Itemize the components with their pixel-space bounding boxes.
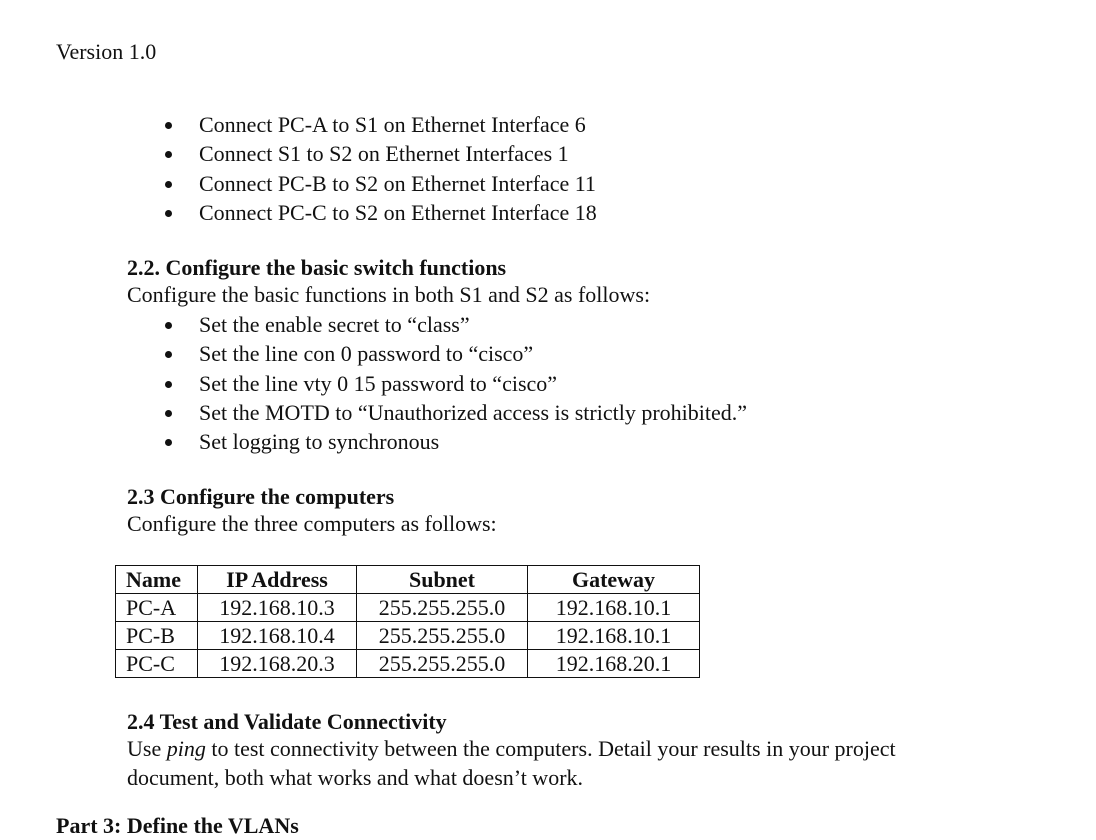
- table-cell: 255.255.255.0: [357, 650, 528, 678]
- paragraph-text: Use: [127, 736, 167, 761]
- table-header-cell: Subnet: [357, 566, 528, 594]
- list-item: Set the line vty 0 15 password to “cisco”: [160, 369, 747, 398]
- table-cell: 255.255.255.0: [357, 622, 528, 650]
- ping-command: ping: [166, 736, 206, 761]
- table-row: [116, 622, 700, 650]
- section-paragraph-2-4: [127, 735, 896, 792]
- list-item: Connect PC-A to S1 on Ethernet Interface 6: [160, 110, 597, 139]
- list-item: Set the line con 0 password to “cisco”: [160, 339, 747, 368]
- section-heading-2-4: 2.4 Test and Validate Connectivity: [127, 709, 447, 734]
- table-cell: PC-B: [116, 622, 198, 650]
- table-row: [116, 650, 700, 678]
- table-cell: 192.168.20.3: [198, 650, 357, 678]
- table-cell: PC-C: [116, 650, 198, 678]
- switch-config-list: [160, 310, 747, 456]
- table-cell: PC-A: [116, 594, 198, 622]
- list-item: Connect S1 to S2 on Ethernet Interfaces 1: [160, 139, 597, 168]
- computer-config-table: [115, 565, 700, 678]
- list-item: Connect PC-B to S2 on Ethernet Interface 11: [160, 169, 597, 198]
- table-cell: 192.168.10.1: [528, 622, 700, 650]
- table-cell: 255.255.255.0: [357, 594, 528, 622]
- version-label: Version 1.0: [56, 39, 157, 64]
- section-heading-2-2: 2.2. Configure the basic switch functions: [127, 255, 507, 280]
- table-cell: 192.168.10.1: [528, 594, 700, 622]
- paragraph-text: to test connectivity between the computers. Detail your results in your project: [205, 736, 896, 761]
- table-cell: 192.168.10.4: [198, 622, 357, 650]
- table-header-row: [116, 566, 700, 594]
- part-heading: Part 3: Define the VLANs: [56, 813, 299, 838]
- table-cell: 192.168.10.3: [198, 594, 357, 622]
- list-item: Connect PC-C to S2 on Ethernet Interface 18: [160, 198, 597, 227]
- connect-list: [160, 110, 597, 227]
- table-cell: 192.168.20.1: [528, 650, 700, 678]
- paragraph-text: document, both what works and what doesn’t work.: [127, 764, 584, 790]
- list-item: Set the enable secret to “class”: [160, 310, 747, 339]
- section-intro-2-3: Configure the three computers as follows:: [127, 511, 497, 536]
- list-item: Set the MOTD to “Unauthorized access is strictly prohibited.”: [160, 398, 747, 427]
- table-row: [116, 594, 700, 622]
- list-item: Set logging to synchronous: [160, 427, 747, 456]
- table-header-cell: Name: [116, 566, 198, 594]
- table-header-cell: Gateway: [528, 566, 700, 594]
- section-intro-2-2: Configure the basic functions in both S1 and S2 as follows:: [127, 282, 651, 307]
- table-header-cell: IP Address: [198, 566, 357, 594]
- section-heading-2-3: 2.3 Configure the computers: [127, 484, 395, 509]
